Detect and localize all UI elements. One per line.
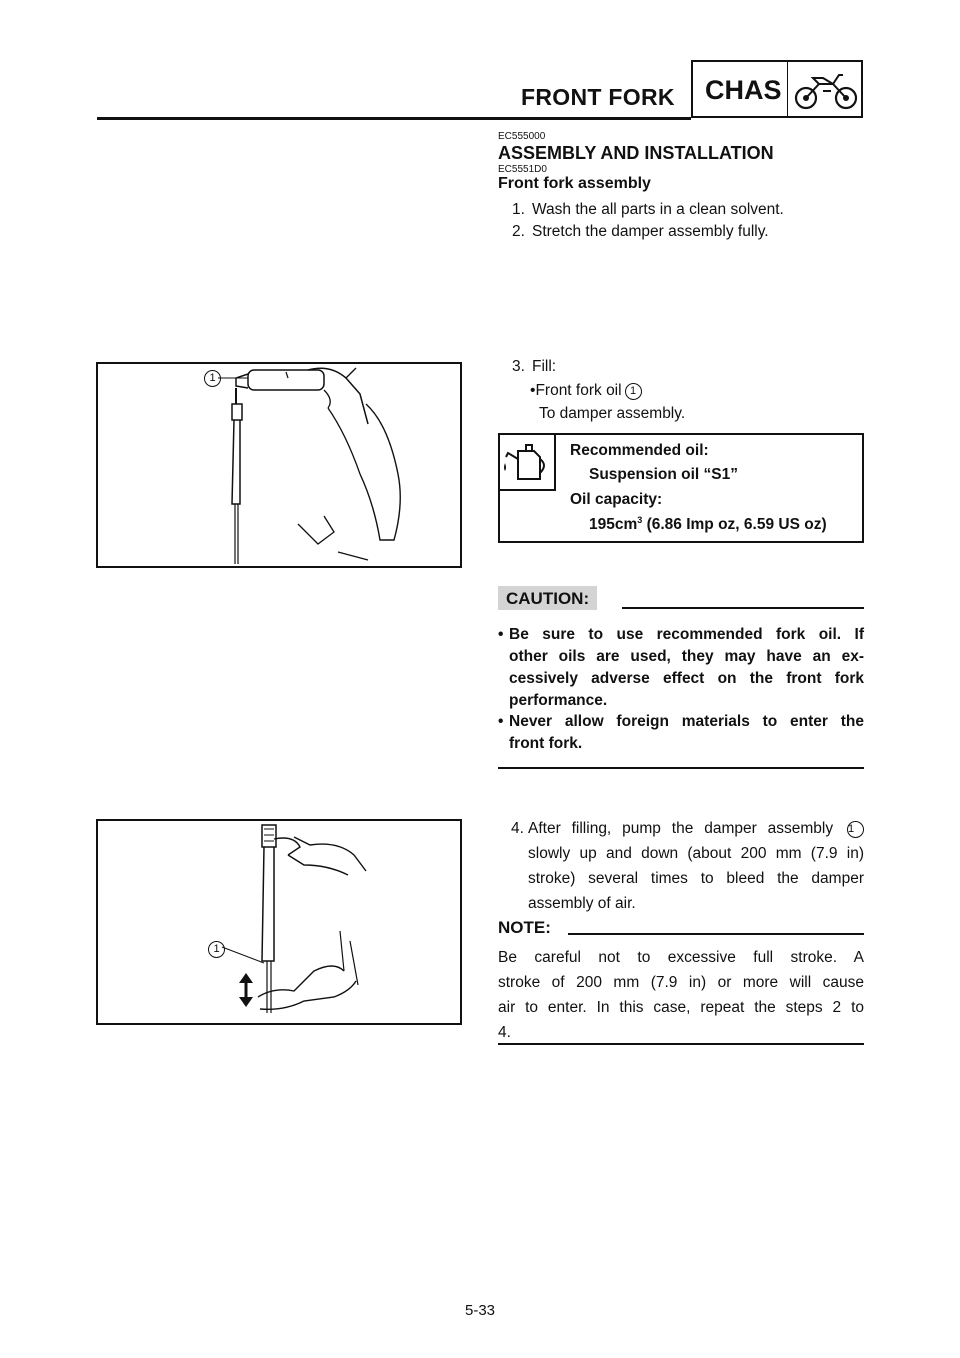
callout-1: 1 (847, 821, 864, 838)
section-title: FRONT FORK (521, 84, 675, 110)
step-3-bullet: •Front fork oil 1 (530, 382, 642, 400)
spec-value-capacity: $195cm^3$ (6.86 Imp oz, 6.59 US oz) (589, 515, 827, 534)
step-3-sub: To damper assembly. (539, 405, 686, 422)
oil-can-icon (500, 435, 556, 491)
note-label: NOTE: (498, 918, 551, 937)
chapter-divider (787, 62, 788, 116)
spec-label-capacity: Oil capacity: (570, 491, 663, 508)
spec-box (498, 433, 864, 543)
page-number: 5-33 (464, 1302, 496, 1319)
spec-label-oil: Recommended oil: (570, 442, 709, 459)
section-heading: ASSEMBLY AND INSTALLATION (498, 143, 774, 163)
caution-rule-bottom (498, 767, 864, 769)
step-1: 1. Wash the all parts in a clean solvent. (512, 201, 784, 218)
callout-1: 1 (208, 941, 225, 958)
step-2: 2. Stretch the damper assembly fully. (512, 223, 769, 240)
caution-rule-top (622, 607, 864, 609)
note-text: Be careful not to excessive full stroke. A stroke of 200 mm (7.9 in) or more will cause air to enter. In this case, repeat the steps 2 to 4. (498, 949, 864, 1041)
chapter-label: CHAS (705, 75, 782, 105)
step-3: 3. Fill: (512, 358, 557, 375)
callout-1: 1 (625, 383, 642, 400)
caution-item-1: • Be sure to use recommended fork oil. If other oils are used, they may have an ex- cessively adverse effect on the front fork performance. (498, 626, 864, 709)
note-rule-top (568, 933, 864, 935)
caution-item-2: • Never allow foreign materials to enter the front fork. (498, 713, 864, 752)
spec-value-oil: Suspension oil “S1” (589, 466, 738, 483)
subsection-heading: Front fork assembly (498, 175, 651, 192)
pump-damper-illustration (98, 821, 460, 1023)
caution-label: CAUTION: (498, 586, 597, 610)
subsection-code: EC5551D0 (498, 164, 547, 175)
chapter-tab (691, 60, 863, 118)
figure-pump-damper (96, 819, 462, 1025)
header-rule (97, 117, 691, 120)
callout-1: 1 (204, 370, 221, 387)
note-rule-bottom (498, 1043, 864, 1045)
bullet-icon: • (498, 626, 504, 643)
step-4: 4. After filling, pump the damper assembly 1 slowly up and down (about 200 mm (7.9 in) stroke) several times to bleed the damper assembly of air. (511, 820, 864, 912)
fill-oil-illustration (98, 364, 460, 566)
motorcycle-icon (793, 69, 859, 113)
section-code: EC555000 (498, 131, 546, 142)
bullet-icon: • (530, 382, 536, 399)
figure-fill-oil (96, 362, 462, 568)
bullet-icon: • (498, 713, 504, 730)
